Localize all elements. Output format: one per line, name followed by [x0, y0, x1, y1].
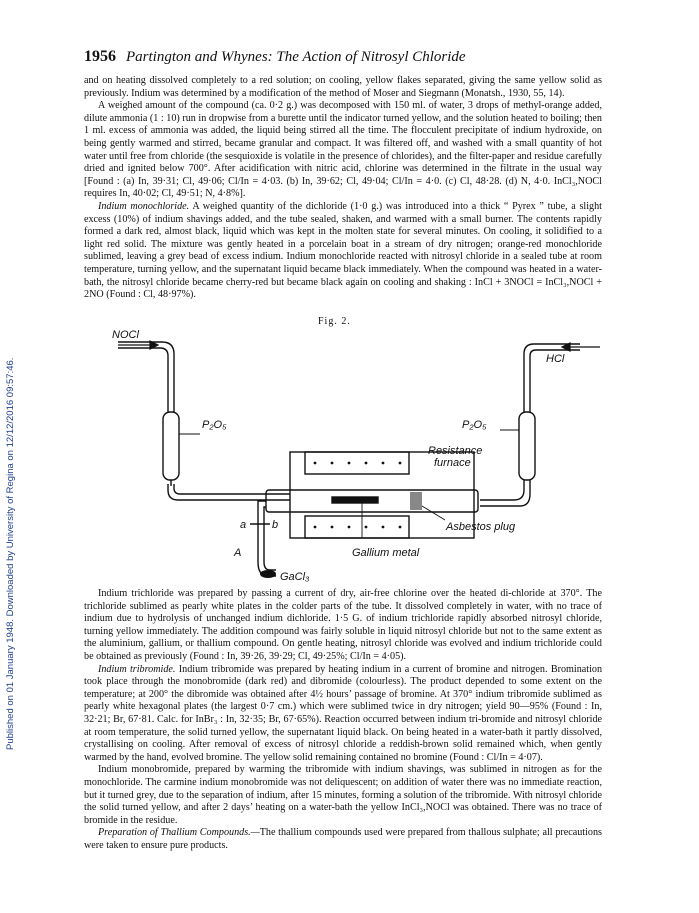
gallium-boat: [332, 497, 378, 503]
paragraph-tribromide-body: Indium tribromide was prepared by heating indium in a current of bromine and nitrogen. Bromination took place through the monobromide (dark red) and dibromide (colourless). The product depended to some extent on the temperature; at 200° the dibromide was obtained after 4½ hours’ passage of bromine. At 370° indium tribromide sublimed as pearly white hexagonal plates (the largest 0·7 cm.) which were sublimed twice in dry nitrogen; yield 90—95% (Found : In, 32·21; Br, 67·81. Calc. for InBr₃ : In, 32·35; Br, 67·65%). Reaction occurred between indium tri-bromide and nitrosyl chloride at room temperature, the solid turned yellow, the supernatant liquid black. On being heated in a water-bath it partly dissolved, crystallising on cooling. After removal of excess of nitrosyl chloride a reddish-brown solid remained which, when gently warmed by the hand, evolved bromine. The yellow solid remaining contained no bromine (Found : Cl/In = 4·07).: [84, 663, 603, 763]
page-number: 1956: [84, 48, 116, 65]
label-a-small: a: [240, 519, 247, 531]
label-p2o5-left: P₂O₅: [202, 419, 227, 431]
paragraph-thallium: [84, 827, 602, 852]
page-header: [84, 48, 624, 70]
paragraph-tribromide: [84, 664, 602, 765]
label-A-large: A: [234, 547, 242, 559]
paragraph-monobromide: Indium monobromide, prepared by warming the tribromide with indium shavings, was sublimed in nitrogen as for the monochloride. The carmine indium monobromide was not deliquescent; on addition of water there was no immediate reaction, but it turned grey, due to the separation of indium, after 15 minutes, forming a solution of the tribromide. With nitrosyl chloride the solid turned yellow, and after 2 days’ heating on a water-bath the yellow InCl₃,NOCl was obtained. There was no trace of bromide in the residue.: [84, 764, 602, 826]
left-drying-tube: [163, 412, 179, 480]
download-notice-sidebar: [2, 130, 16, 750]
label-asbestos-plug: Asbestos plug: [446, 521, 516, 533]
running-title: Partington and Whynes: The Action of Nitrosyl Chloride: [126, 49, 466, 65]
label-nocl: NOCl: [112, 329, 139, 341]
label-gacl3: GaCl₃: [280, 571, 310, 583]
figure-caption: Fig. 2.: [318, 316, 351, 327]
left-inlet-tube: [118, 342, 174, 412]
paragraph-trichloride: Indium trichloride was prepared by passing a current of dry, air-free chlorine over the heated di-chloride at 370°. The trichloride sublimed as pearly white plates in the colder parts of the tube. It dissolved completely in water, with no trace of indium due to hydrolysis of unchanged indium dichloride. 1·5 G. of indium trichloride rapidly absorbed nitrosyl chloride, turning yellow immediately. The addition compound was fairly soluble in liquid nitrosyl chloride but not to the same extent as the aluminium, gallium, or thallium compound. On gentle heating, nitrosyl chloride was evolved and indium trichloride could be obtained as previously (Found : In, 39·26, 39·29; Cl, 49·25%; Cl/In = 4·05).: [84, 588, 602, 662]
label-resistance: Resistance: [428, 445, 483, 457]
paragraph-monochloride: [84, 201, 602, 302]
section-heading-monochloride: Indium monochloride.: [98, 200, 190, 212]
gacl3-deposit: [260, 570, 276, 578]
section-heading-thallium: Preparation of Thallium Compounds.—: [98, 827, 260, 839]
apparatus-diagram: [100, 324, 600, 586]
asbestos-plug: [410, 492, 422, 510]
paragraph-analysis: A weighed amount of the compound (ca. 0·2 g.) was decomposed with 150 ml. of water, 3 drops of methyl-orange added, dilute ammonia (1 : 10) run in dropwise from a burette until the indicator turned yellow, and the solution heated to boiling; then 1 ml. excess of ammonia was added, the liquid being stirred all the time. The flocculent precipitate of indium hydroxide, on being gently warmed and stirred, became granular and compact. It was filtered off, and washed with a small quantity of hot water until free from chloride (the sesquioxide is volatile in the presence of chlorides), and the filter-paper and residue carefully dried and ignited below 700°. After acidification with nitric acid, chlorine was determined in the filtrate in the usual way [Found : (a) In, 39·31; Cl, 49·06; Cl/In = 4·03. (b) In, 39·62; Cl, 49·04; Cl/In = 4·0. (c) Cl, 48·28. (d) N, 4·0. InCl₃,NOCl requires In, 40·02; Cl, 49·51; N, 4·8%].: [84, 100, 602, 200]
label-gallium-metal: Gallium metal: [352, 547, 420, 559]
section-heading-tribromide: Indium tribromide.: [98, 663, 176, 675]
label-furnace: furnace: [434, 457, 471, 469]
paragraph-monochloride-body: A weighed quantity of the dichloride (1·0 g.) was introduced into a thick “ Pyrex ” tube, a slight excess (10%) of indium shavings added, and the tube sealed, shaken, and warmed with a small burner. The contents rapidly formed a dark red, almost black, liquid which was kept in the molten state for several minutes. On cooling, it solidified to a light red solid. The mixture was gently heated in a porcelain boat in a stream of dry nitrogen; orange-red monochloride sublimed, leaving a grey bead of excess indium. Indium monochloride reacted with nitrosyl chloride in a sealed tube at room temperature, turning yellow, and the supernatant liquid became black immediately. When the compound was heated in a water-bath, the nitrosyl chloride became cherry-red but became black again on cooling and shaking : InCl + 3NOCl = InCl₃,NOCl + 2NO (Found : Cl, 48·97%).: [84, 200, 602, 301]
label-hcl: HCl: [546, 353, 565, 365]
label-b-small: b: [272, 519, 279, 531]
text-block-bottom: [84, 588, 602, 852]
right-drying-tube: [519, 412, 535, 480]
download-notice-text: Published on 01 January 1948. Downloaded by University of Regina on 12/12/2016 09:57:46.: [5, 357, 16, 750]
label-p2o5-right: P₂O₅: [462, 419, 487, 431]
text-block-top: [84, 75, 602, 302]
paragraph-continuation: and on heating dissolved completely to a red solution; on cooling, yellow flakes separated, giving the same yellow solid as previously. Indium was determined by a modification of the method of Moser and Siegmann (Monatsh., 1930, 55, 14).: [84, 75, 602, 99]
paragraph-thallium-body: The thallium compounds used were prepared from thallous sulphate; all precautions were taken to ensure pure products.: [84, 827, 602, 851]
